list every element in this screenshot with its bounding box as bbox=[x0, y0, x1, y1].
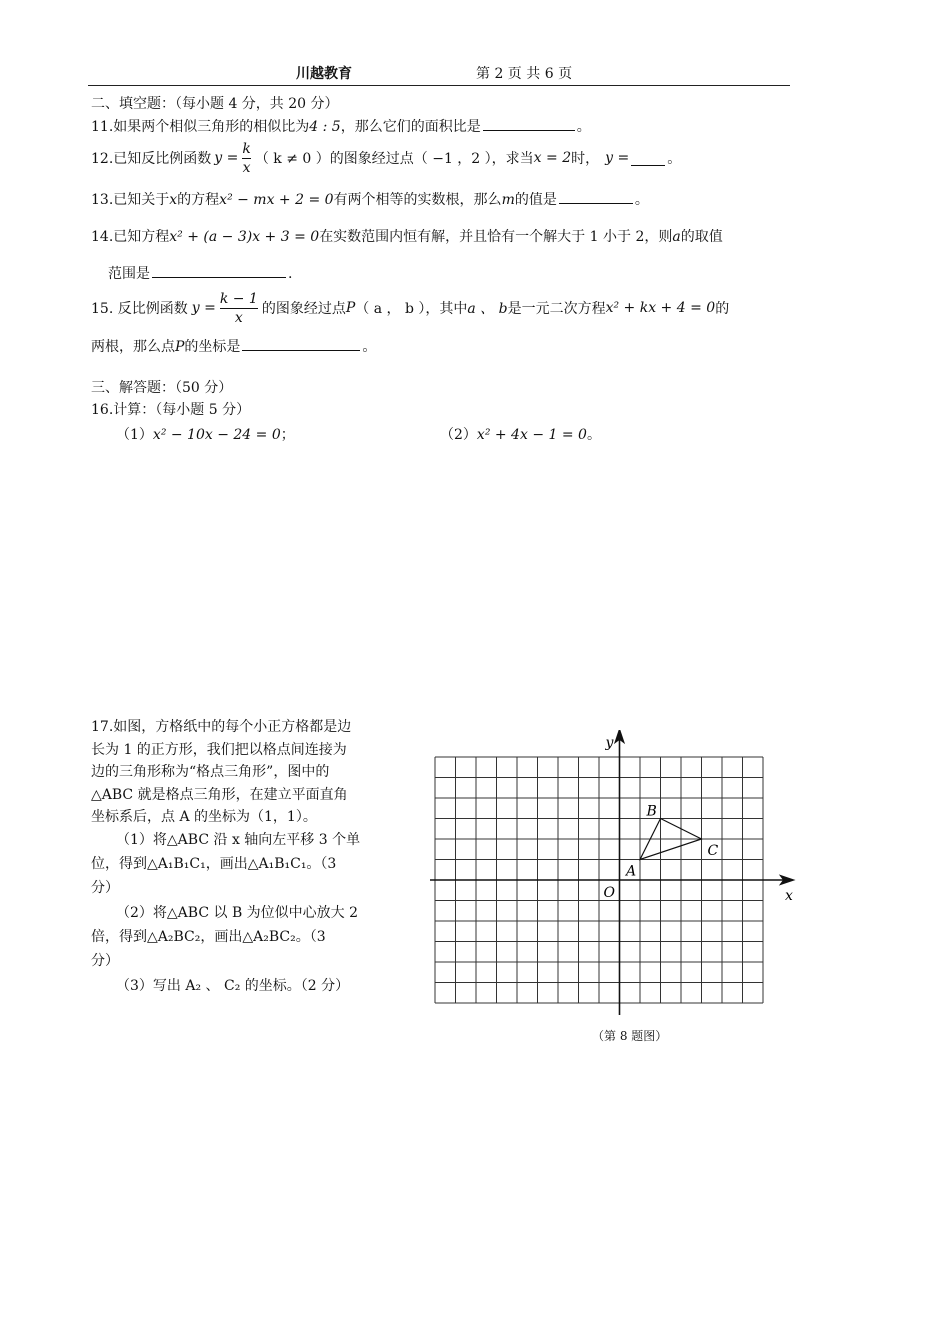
q15-eq: x² + kx + 4 = 0 bbox=[605, 300, 716, 316]
q13-tail2: 的值是 bbox=[514, 192, 557, 208]
q12-fraction bbox=[242, 140, 250, 177]
origin-label: O bbox=[603, 885, 615, 901]
q15-p2: P bbox=[175, 339, 185, 355]
question-15 bbox=[91, 286, 729, 330]
section3-heading: 三、解答题：（50 分） bbox=[91, 380, 233, 396]
question-13 bbox=[91, 189, 649, 209]
q12-num: k bbox=[242, 140, 251, 157]
q12-y: y = bbox=[214, 150, 239, 166]
q16-title: 16.计算：（每小题 5 分） bbox=[91, 402, 251, 418]
q15-num: k − 1 bbox=[219, 290, 258, 307]
q14-lead: 14.已知方程 bbox=[91, 229, 170, 245]
q13-lead: 13.已知关于 bbox=[91, 192, 170, 208]
q17-part2-1: （2）将△ABC 以 B 为位似中心放大 2 bbox=[116, 905, 359, 921]
point-a-label: A bbox=[626, 863, 637, 880]
question-14 bbox=[91, 226, 723, 246]
q12-den: x bbox=[242, 159, 251, 176]
q17-part2-2: 倍，得到△A₂BC₂，画出△A₂BC₂。（3 bbox=[91, 929, 326, 945]
q15-line2: 两根，那么点 bbox=[91, 339, 175, 355]
q15-ab: a 、 b bbox=[467, 301, 508, 317]
q12-yeq: y = bbox=[605, 150, 630, 166]
q12-when: 时， bbox=[571, 151, 600, 167]
q11-ratio: 4 : 5 bbox=[309, 119, 341, 135]
header-rule bbox=[88, 85, 790, 86]
q14-tail: 在实数范围内恒有解，并且恰有一个解大于 1 小于 2，则 bbox=[319, 229, 673, 245]
point-b-label: B bbox=[646, 803, 657, 820]
q15-tail: 是一元二次方程 bbox=[507, 301, 606, 317]
q17-part3: （3）写出 A₂ 、 C₂ 的坐标。（2 分） bbox=[116, 978, 350, 994]
q16-p1-eq: x² − 10x − 24 = 0 bbox=[152, 427, 281, 443]
q13-m: m bbox=[501, 192, 515, 208]
figure-caption: （第 8 题图） bbox=[592, 1029, 668, 1043]
q13-eq: x² − mx + 2 = 0 bbox=[219, 192, 334, 208]
header-brand: 川越教育 bbox=[296, 66, 352, 82]
axis-x-label: x bbox=[785, 888, 793, 904]
q15-tail2: 的 bbox=[715, 301, 730, 317]
q12-cond: （ k ≠ 0 ）的图象经过点（ −1 ，2 ），求当 bbox=[254, 151, 534, 167]
question-11 bbox=[91, 116, 591, 136]
q13-var: x bbox=[169, 192, 178, 208]
q16-p1-end: ； bbox=[280, 427, 295, 443]
q15-fraction bbox=[220, 290, 258, 327]
q13-mid: 的方程 bbox=[177, 192, 220, 208]
q16-p2-eq: x² + 4x − 1 = 0 bbox=[476, 427, 587, 443]
q15-y: y = bbox=[191, 300, 216, 316]
q17-part1-3: 分） bbox=[91, 880, 119, 896]
q15-answer-blank[interactable] bbox=[242, 336, 360, 351]
q14-a: a bbox=[672, 229, 681, 245]
q14-eq: x² + (a − 3)x + 3 = 0 bbox=[169, 229, 320, 245]
section2-heading: 二、填空题：（每小题 4 分，共 20 分） bbox=[91, 96, 339, 112]
question-15-line2 bbox=[91, 336, 376, 356]
q11-text: 11.如果两个相似三角形的相似比为 bbox=[91, 119, 310, 135]
coordinate-grid-figure bbox=[430, 730, 800, 1050]
q12-end: 。 bbox=[667, 151, 682, 167]
q17-part1-2: 位，得到△A₁B₁C₁，画出△A₁B₁C₁。（3 bbox=[91, 856, 337, 872]
q16-p1-label: （1） bbox=[116, 427, 153, 443]
q15-p: P bbox=[345, 300, 356, 316]
q12-answer-blank[interactable] bbox=[631, 151, 665, 166]
axis-y-label: y bbox=[605, 735, 614, 751]
q15-den: x bbox=[234, 309, 243, 326]
point-c-label: C bbox=[707, 843, 719, 859]
q15-lead: 15. 反比例函数 bbox=[91, 301, 188, 317]
q11-tail: ，那么它们的面积比是 bbox=[340, 119, 481, 135]
q17-part1-1: （1）将△ABC 沿 x 轴向左平移 3 个单 bbox=[116, 832, 361, 848]
axes bbox=[430, 730, 793, 1015]
header-page-info: 第 2 页 共 6 页 bbox=[476, 66, 573, 82]
q16-p2-end: 。 bbox=[586, 427, 601, 443]
q15-mid: 的图象经过点 bbox=[261, 301, 346, 317]
q16-part2 bbox=[440, 424, 601, 444]
q17-intro-3: 边的三角形称为“格点三角形”，图中的 bbox=[91, 764, 330, 780]
q13-end: 。 bbox=[634, 192, 649, 208]
q13-answer-blank[interactable] bbox=[559, 189, 633, 204]
q13-tail: 有两个相等的实数根，那么 bbox=[333, 192, 502, 208]
question-14-line2 bbox=[108, 263, 292, 283]
q17-part2-3: 分） bbox=[91, 953, 119, 969]
q11-end: 。 bbox=[576, 119, 591, 135]
q16-p2-label: （2） bbox=[440, 427, 477, 443]
q14-tail2: 的取值 bbox=[680, 229, 723, 245]
q17-intro-5: 坐标系后，点 A 的坐标为（1，1）。 bbox=[91, 809, 317, 825]
q17-intro-1: 17.如图，方格纸中的每个小正方格都是边 bbox=[91, 719, 352, 735]
q17-intro-4: △ABC 就是格点三角形，在建立平面直角 bbox=[91, 787, 348, 803]
question-12 bbox=[91, 136, 681, 180]
q14-end: . bbox=[288, 266, 293, 282]
q15-line2b: 的坐标是 bbox=[184, 339, 241, 355]
q14-line2: 范围是 bbox=[108, 266, 150, 282]
q15-end: 。 bbox=[362, 339, 377, 355]
q12-lead: 12.已知反比例函数 bbox=[91, 151, 212, 167]
q12-xeq: x = 2 bbox=[533, 150, 572, 166]
q14-answer-blank[interactable] bbox=[152, 263, 286, 278]
q16-part1 bbox=[116, 424, 295, 444]
q17-intro-2: 长为 1 的正方形，我们把以格点间连接为 bbox=[91, 742, 347, 758]
q15-pt: （ a ， b ），其中 bbox=[355, 301, 468, 317]
q11-answer-blank[interactable] bbox=[483, 116, 575, 131]
